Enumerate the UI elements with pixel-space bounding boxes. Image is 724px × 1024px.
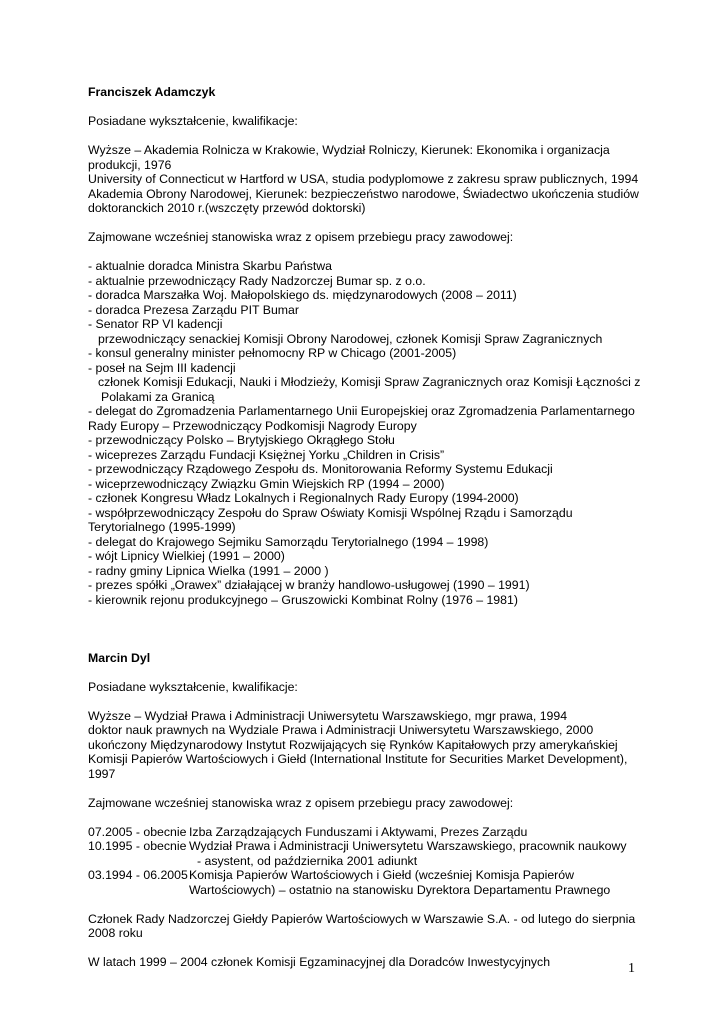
career-desc: Wydział Prawa i Administracji Uniwersytetu Warszawskiego, pracownik naukowy xyxy=(189,839,627,853)
education-line: Wyższe – Akademia Rolnicza w Krakowie, Wydział Rolniczy, Kierunek: Ekonomika i organizacja xyxy=(88,143,610,157)
career-item: - wiceprezes Zarządu Fundacji Księżnej Yorku „Children in Crisis” xyxy=(88,447,445,462)
career-desc: Komisja Papierów Wartościowych i Giełd (wcześniej Komisja Papierów xyxy=(189,868,574,882)
career-item: - Senator RP VI kadencji xyxy=(88,317,223,331)
career-item: - konsul generalny minister pełnomocny RP w Chicago (2001-2005) xyxy=(88,346,457,360)
education-line: doktoranckich 2010 r.(wszczęty przewód doktorski) xyxy=(88,201,366,215)
career-item: - aktualnie przewodniczący Rady Nadzorczej Bumar sp. z o.o. xyxy=(88,273,426,288)
career-row xyxy=(88,883,636,898)
career-date xyxy=(88,854,189,869)
education-heading: Posiadane wykształcenie, kwalifikacje: xyxy=(88,679,298,694)
career-list xyxy=(88,259,641,607)
board-membership xyxy=(88,912,636,941)
career-item: - delegat do Krajowego Sejmiku Samorządu Terytorialnego (1994 – 1998) xyxy=(88,534,489,549)
education-heading: Posiadane wykształcenie, kwalifikacje: xyxy=(88,114,298,128)
career-heading: Zajmowane wcześniej stanowiska wraz z opisem przebiegu pracy zawodowej: xyxy=(88,230,514,244)
education-line: ukończony Międzynarodowy Instytut Rozwijających się Rynków Kapitałowych przy amerykańskiej xyxy=(88,737,618,752)
career-heading: Zajmowane wcześniej stanowiska wraz z opisem przebiegu pracy zawodowej: xyxy=(88,795,514,810)
education-line: doktor nauk prawnych na Wydziale Prawa i Administracji Uniwersytetu Warszawskiego, 2000 xyxy=(88,723,594,737)
education-line: University of Connecticut w Hartford w USA, studia podyplomowe z zakresu spraw publicznych, 1994 xyxy=(88,172,639,186)
career-item: - kierownik rejonu produkcyjnego – Gruszowicki Kombinat Rolny (1976 – 1981) xyxy=(88,592,518,607)
person-name-heading: Franciszek Adamczyk xyxy=(88,85,216,99)
career-item: - doradca Marszałka Woj. Małopolskiego ds. międzynarodowych (2008 – 2011) xyxy=(88,288,517,302)
career-item: - doradca Prezesa Zarządu PIT Bumar xyxy=(88,302,299,317)
career-item: - członek Kongresu Władz Lokalnych i Regionalnych Rady Europy (1994-2000) xyxy=(88,491,519,505)
education-line: 1997 xyxy=(88,766,116,781)
career-item: - aktualnie doradca Ministra Skarbu Państwa xyxy=(88,259,333,273)
career-date xyxy=(88,883,189,898)
career-item: - delegat do Zgromadzenia Parlamentarnego Unii Europejskiej oraz Zgromadzenia Parlamentarnego xyxy=(88,404,635,418)
education-line: Akademia Obrony Narodowej, Kierunek: bezpieczeństwo narodowe, Świadectwo ukończenia studiów xyxy=(88,186,639,201)
career-date: 07.2005 - obecnie xyxy=(88,824,187,839)
education-block xyxy=(88,709,636,782)
exam-commission-line: W latach 1999 – 2004 członek Komisji Egzaminacyjnej dla Doradców Inwestycyjnych xyxy=(88,955,551,969)
career-item: - współprzewodniczący Zespołu do Spraw Oświaty Komisji Wspólnej Rządu i Samorządu xyxy=(88,505,573,520)
education-line: Wyższe – Wydział Prawa i Administracji Uniwersytetu Warszawskiego, mgr prawa, 1994 xyxy=(88,708,568,723)
education-block xyxy=(88,143,639,216)
career-date: 03.1994 - 06.2005 xyxy=(88,868,188,882)
career-item: Rady Europy – Przewodniczący Podkomisji Nagrody Europy xyxy=(88,418,417,433)
career-row xyxy=(88,839,636,854)
career-row xyxy=(88,868,636,883)
career-item: członek Komisji Edukacji, Nauki i Młodzieży, Komisji Spraw Zagranicznych oraz Komisji Łączności z xyxy=(98,375,641,389)
career-item: - przewodniczący Rządowego Zespołu ds. Monitorowania Reformy Systemu Edukacji xyxy=(88,462,553,476)
education-line: produkcji, 1976 xyxy=(88,157,172,172)
career-item: - poseł na Sejm III kadencji xyxy=(88,360,236,375)
career-date: 10.1995 - obecnie xyxy=(88,839,187,853)
career-item: - przewodniczący Polsko – Brytyjskiego Okrągłego Stołu xyxy=(88,433,395,447)
page-number: 1 xyxy=(628,961,635,976)
career-row xyxy=(88,854,636,869)
document-page xyxy=(88,85,641,970)
career-table xyxy=(88,825,636,898)
education-line: Komisji Papierów Wartościowych i Giełd (International Institute for Securities Market Development), xyxy=(88,752,628,766)
career-item: Polakami za Granicą xyxy=(101,389,215,404)
career-item: - prezes spółki „Orawex” działającej w branży handlowo-usługowej (1990 – 1991) xyxy=(88,578,530,592)
career-item: - wiceprzewodniczący Związku Gmin Wiejskich RP (1994 – 2000) xyxy=(88,476,445,491)
career-item: - wójt Lipnicy Wielkiej (1991 – 2000) xyxy=(88,549,285,563)
career-desc: - asystent, od października 2001 adiunkt xyxy=(197,853,418,868)
board-line: Członek Rady Nadzorczej Giełdy Papierów Wartościowych w Warszawie S.A. - od lutego do sierpnia xyxy=(88,911,636,926)
board-line: 2008 roku xyxy=(88,926,143,940)
person-name-heading: Marcin Dyl xyxy=(88,650,151,665)
career-item: Terytorialnego (1995-1999) xyxy=(88,520,236,534)
career-item: - radny gminy Lipnica Wielka (1991 – 2000 ) xyxy=(88,563,329,578)
career-row xyxy=(88,825,636,840)
career-desc: Wartościowych) – ostatnio na stanowisku Dyrektora Departamentu Prawnego xyxy=(189,882,611,897)
career-item: przewodniczący senackiej Komisji Obrony Narodowej, członek Komisji Spraw Zagranicznych xyxy=(98,331,603,346)
career-desc: Izba Zarządzających Funduszami i Aktywami, Prezes Zarządu xyxy=(189,824,528,839)
